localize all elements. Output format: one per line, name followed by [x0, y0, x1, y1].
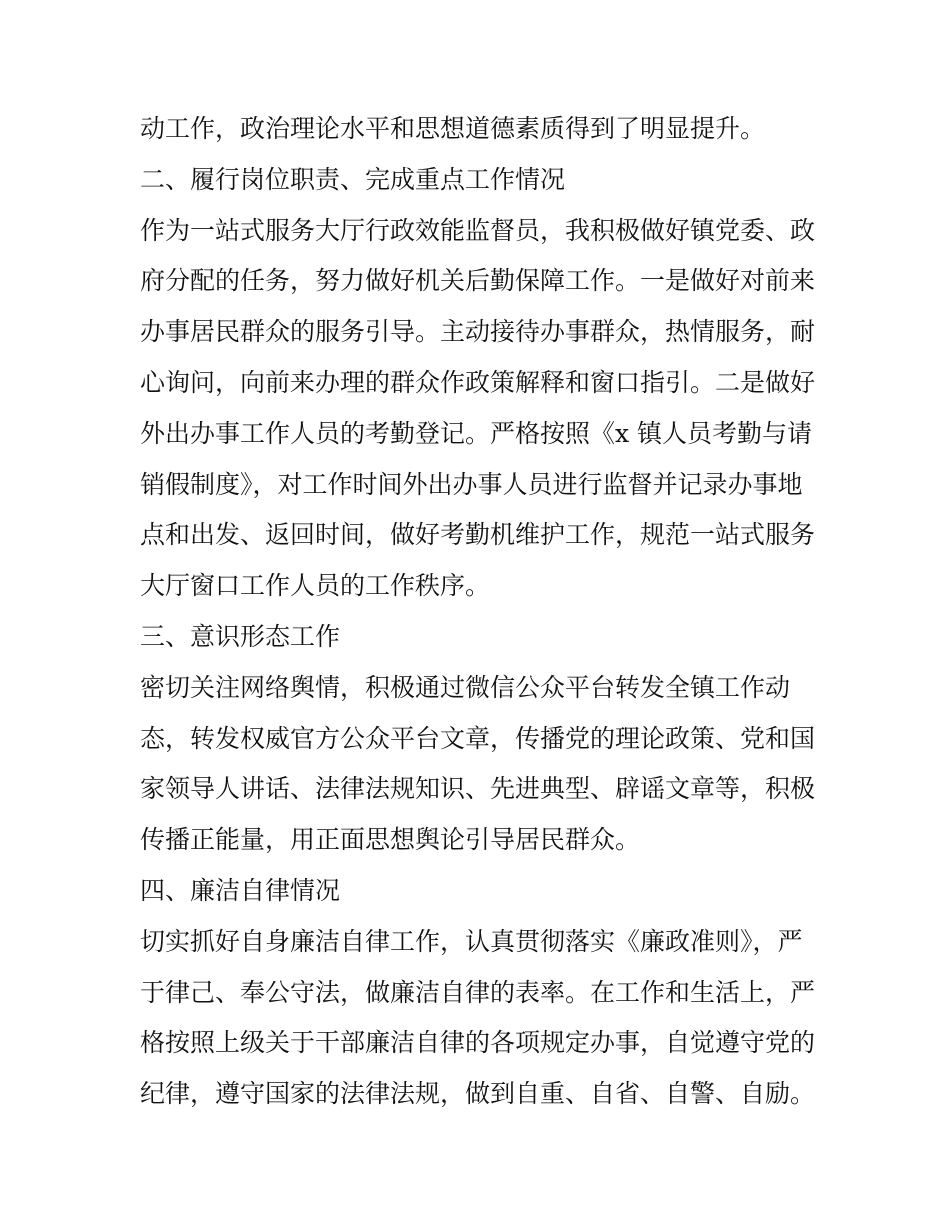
paragraph-line: 于律己、奉公守法，做廉洁自律的表率。在工作和生活上，严	[140, 977, 816, 1007]
section-heading-2: 二、履行岗位职责、完成重点工作情况	[140, 164, 566, 194]
paragraph-line: 点和出发、返回时间，做好考勤机维护工作，规范一站式服务	[140, 520, 816, 550]
paragraph-line: 格按照上级关于干部廉洁自律的各项规定办事，自觉遵守党的	[140, 1028, 816, 1058]
section-heading-3: 三、意识形态工作	[140, 621, 341, 651]
paragraph-line: 作为一站式服务大厅行政效能监督员，我积极做好镇党委、政	[140, 215, 816, 245]
paragraph-continuation-line: 动工作，政治理论水平和思想道德素质得到了明显提升。	[140, 114, 766, 143]
paragraph-line: 心询问，向前来办理的群众作政策解释和窗口指引。二是做好	[140, 367, 816, 397]
paragraph-line: 切实抓好自身廉洁自律工作，认真贯彻落实《廉政准则》，严	[140, 926, 803, 956]
paragraph-line: 办事居民群众的服务引导。主动接待办事群众，热情服务，耐	[140, 317, 816, 347]
paragraph-line: 外出办事工作人员的考勤登记。严格按照《x 镇人员考勤与请	[140, 418, 813, 448]
paragraph-line: 态，转发权威官方公众平台文章，传播党的理论政策、党和国	[140, 723, 816, 753]
paragraph-line: 府分配的任务，努力做好机关后勤保障工作。一是做好对前来	[140, 266, 816, 296]
paragraph-line: 大厅窗口工作人员的工作秩序。	[140, 571, 491, 601]
paragraph-line: 家领导人讲话、法律法规知识、先进典型、辟谣文章等，积极	[140, 774, 816, 804]
paragraph-line: 销假制度》，对工作时间外出办事人员进行监督并记录办事地	[140, 469, 803, 499]
paragraph-line: 传播正能量，用正面思想舆论引导居民群众。	[140, 825, 641, 855]
paragraph-line: 密切关注网络舆情，积极通过微信公众平台转发全镇工作动	[140, 672, 791, 702]
section-heading-4: 四、廉洁自律情况	[140, 875, 341, 905]
paragraph-line: 纪律，遵守国家的法律法规，做到自重、自省、自警、自励。	[140, 1079, 816, 1109]
document-body	[140, 104, 820, 1120]
